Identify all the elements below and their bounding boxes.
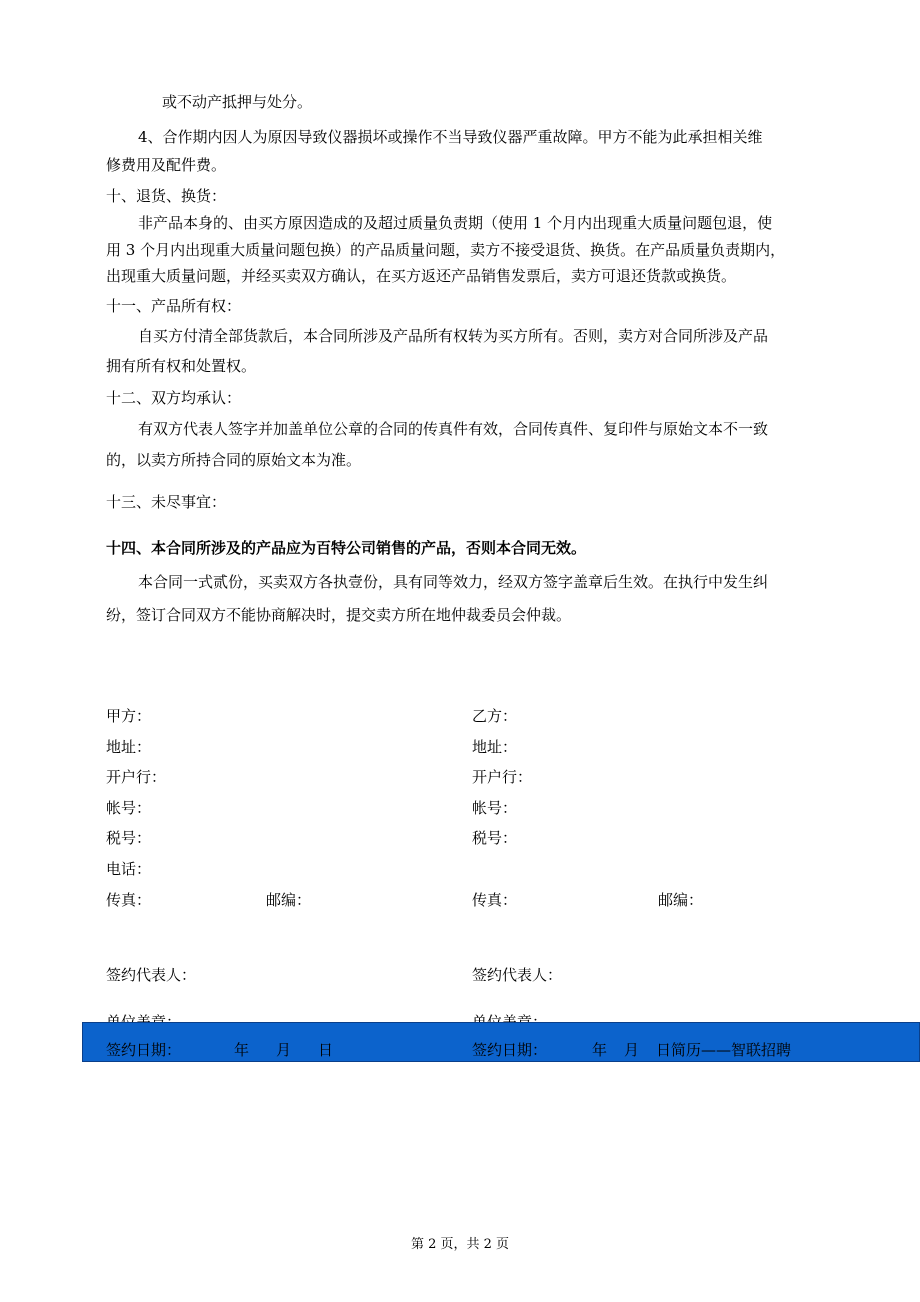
body-line-6: 用 3 个月内出现重大质量问题包换）的产品质量问题，卖方不接受退货、换货。在产品质量负责期内， <box>106 241 786 259</box>
party-b-address: 地址： <box>472 738 518 756</box>
party-b-tax: 税号： <box>472 829 518 847</box>
body-line-9: 自买方付清全部货款后，本合同所涉及产品所有权转为买方所有。否则，卖方对合同所涉及产品 <box>138 327 769 345</box>
party-b-representative: 签约代表人： <box>472 966 563 984</box>
party-a-postcode: 邮编： <box>266 891 312 909</box>
party-b-date-label: 签约日期： <box>472 1041 548 1059</box>
party-b-fax: 传真： <box>472 891 518 909</box>
body-line-1: 或不动产抵押与处分。 <box>162 93 313 111</box>
party-a-name: 甲方： <box>106 707 152 725</box>
party-b-name: 乙方： <box>472 707 518 725</box>
section-11-heading: 十一、产品所有权： <box>106 297 242 315</box>
body-line-5: 非产品本身的、由买方原因造成的及超过质量负责期（使用 1 个月内出现重大质量问题包退，使 <box>138 214 773 232</box>
party-b-date-day-suffix: 日简历——智联招聘 <box>656 1041 792 1059</box>
party-a-date-label: 签约日期： <box>106 1041 182 1059</box>
party-b-bank: 开户行： <box>472 768 533 786</box>
party-a-date-month: 月 <box>276 1041 292 1059</box>
body-line-17: 纷，签订合同双方不能协商解决时，提交卖方所在地仲裁委员会仲裁。 <box>106 606 572 624</box>
body-line-16: 本合同一式贰份，买卖双方各执壹份，具有同等效力，经双方签字盖章后生效。在执行中发生纠 <box>138 573 769 591</box>
party-a-tax: 税号： <box>106 829 152 847</box>
party-b-date-year: 年 <box>592 1041 608 1059</box>
party-a-bank: 开户行： <box>106 768 167 786</box>
party-b-postcode: 邮编： <box>658 891 704 909</box>
page-number: 第 2 页，共 2 页 <box>410 1237 510 1252</box>
body-line-2: 4、合作期内因人为原因导致仪器损坏或操作不当导致仪器严重故障。甲方不能为此承担相关维 <box>138 128 763 146</box>
section-12-heading: 十二、双方均承认： <box>106 389 242 407</box>
party-a-account: 帐号： <box>106 799 152 817</box>
body-line-7: 出现重大质量问题，并经买卖双方确认，在买方返还产品销售发票后，卖方可退还货款或换货。 <box>106 267 737 285</box>
body-line-12: 有双方代表人签字并加盖单位公章的合同的传真件有效，合同传真件、复印件与原始文本不一致 <box>138 420 769 438</box>
body-line-3: 修费用及配件费。 <box>106 156 227 174</box>
party-b-account: 帐号： <box>472 799 518 817</box>
party-a-fax: 传真： <box>106 891 152 909</box>
party-a-date-day: 日 <box>318 1041 334 1059</box>
section-13-heading: 十三、未尽事宜： <box>106 493 227 511</box>
body-line-13: 的，以卖方所持合同的原始文本为准。 <box>106 451 362 469</box>
body-line-10: 拥有所有权和处置权。 <box>106 357 257 375</box>
party-a-phone: 电话： <box>106 860 152 878</box>
section-14-heading: 十四、本合同所涉及的产品应为百特公司销售的产品，否则本合同无效。 <box>106 539 587 557</box>
party-a-date-year: 年 <box>234 1041 250 1059</box>
party-a-representative: 签约代表人： <box>106 966 197 984</box>
party-a-address: 地址： <box>106 738 152 756</box>
party-b-date-month: 月 <box>624 1041 640 1059</box>
section-10-heading: 十、退货、换货： <box>106 187 227 205</box>
